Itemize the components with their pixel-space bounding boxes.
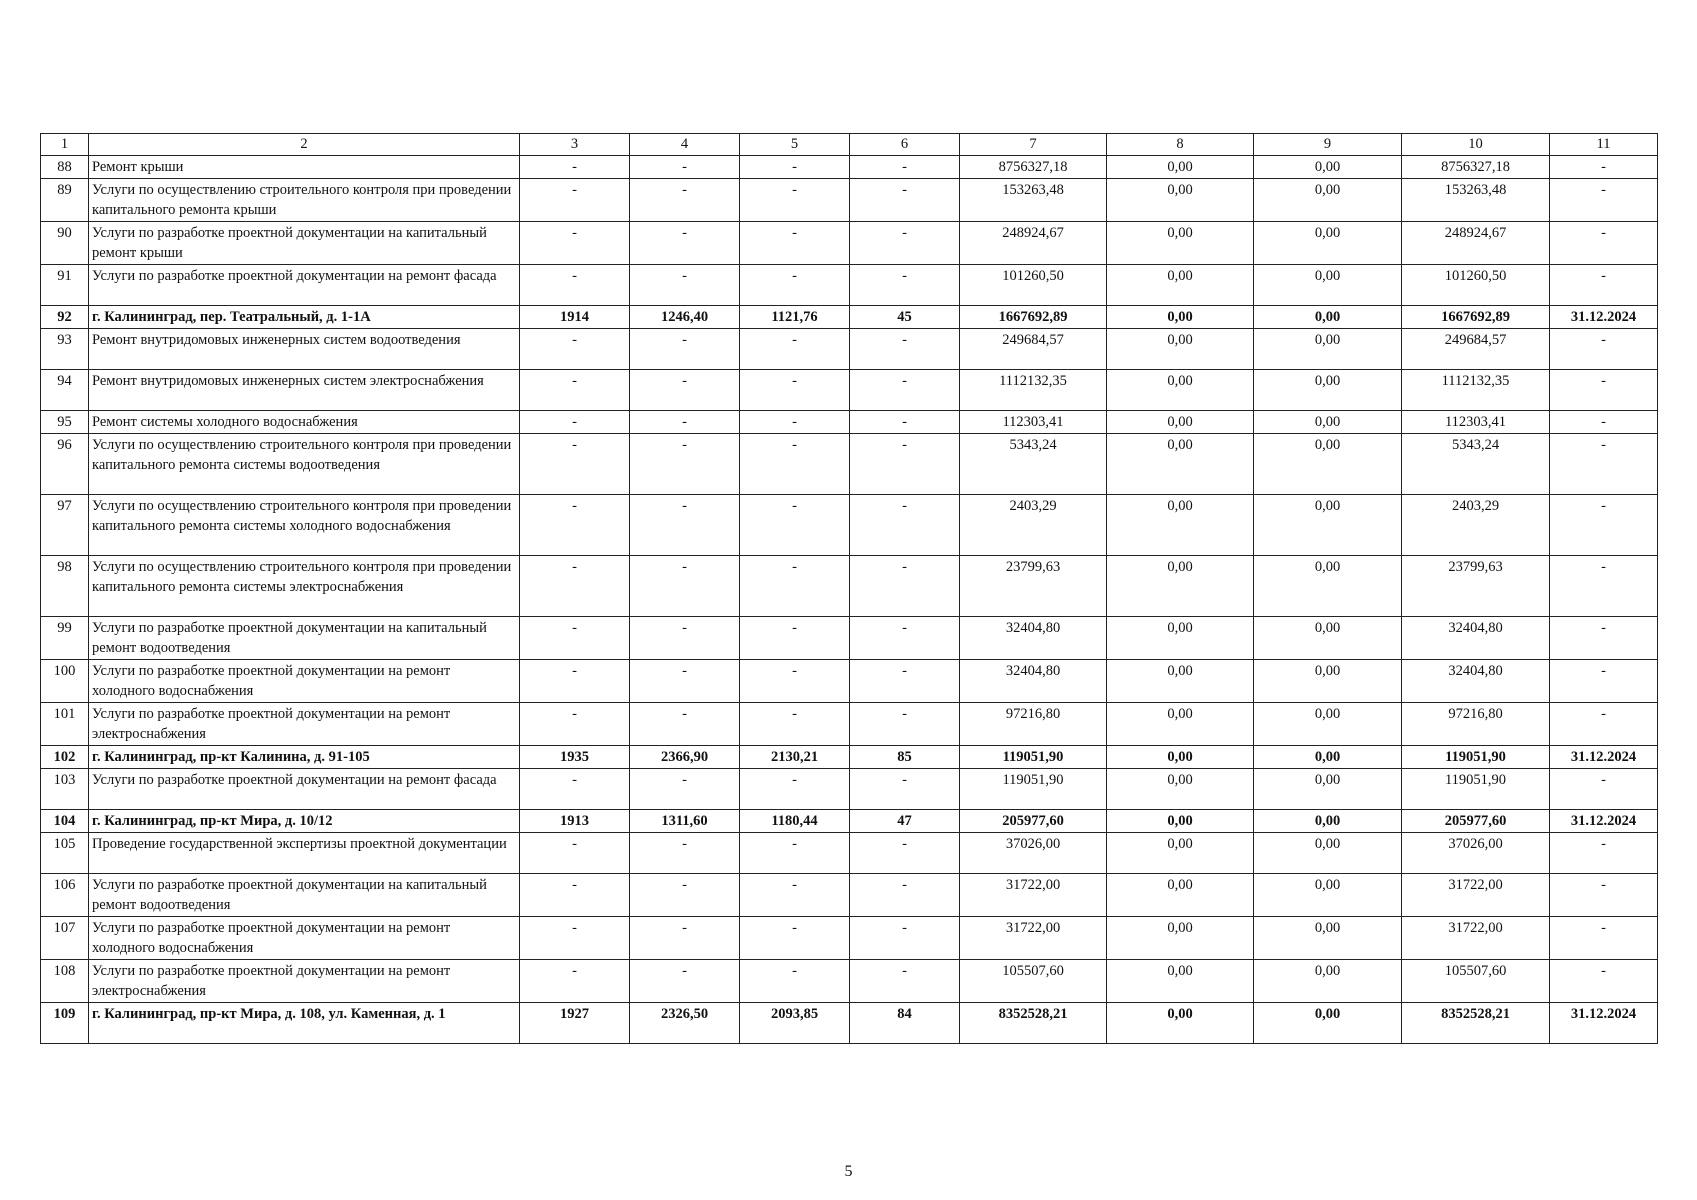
col4-cell: -	[630, 556, 740, 617]
col11-cell: -	[1550, 179, 1658, 222]
col8-cell: 0,00	[1107, 222, 1254, 265]
row-number-cell: 106	[41, 874, 89, 917]
column-header: 11	[1550, 134, 1658, 156]
col5-cell: -	[740, 960, 850, 1003]
col3-cell: -	[520, 769, 630, 810]
table-row	[41, 411, 1658, 434]
col5-cell: -	[740, 833, 850, 874]
work-name-cell: Ремонт внутридомовых инженерных систем водоотведения	[89, 329, 520, 370]
col7-cell: 1667692,89	[960, 306, 1107, 329]
col9-cell: 0,00	[1254, 306, 1402, 329]
header-row	[41, 134, 1658, 156]
col9-cell: 0,00	[1254, 960, 1402, 1003]
table-row	[41, 1003, 1658, 1044]
table-row	[41, 156, 1658, 179]
col10-cell: 31722,00	[1402, 874, 1550, 917]
col7-cell: 2403,29	[960, 495, 1107, 556]
col4-cell: -	[630, 156, 740, 179]
col11-cell: -	[1550, 960, 1658, 1003]
col8-cell: 0,00	[1107, 370, 1254, 411]
col4-cell: 1246,40	[630, 306, 740, 329]
col3-cell: -	[520, 703, 630, 746]
col11-cell: -	[1550, 703, 1658, 746]
row-number-cell: 94	[41, 370, 89, 411]
col9-cell: 0,00	[1254, 434, 1402, 495]
row-number-cell: 99	[41, 617, 89, 660]
table-row	[41, 874, 1658, 917]
work-name-cell: Услуги по осуществлению строительного контроля при проведении капитального ремонта крыши	[89, 179, 520, 222]
col3-cell: -	[520, 556, 630, 617]
col4-cell: -	[630, 769, 740, 810]
col8-cell: 0,00	[1107, 265, 1254, 306]
row-number-cell: 92	[41, 306, 89, 329]
table-row	[41, 746, 1658, 769]
work-name-cell: Услуги по осуществлению строительного контроля при проведении капитального ремонта системы водоотведения	[89, 434, 520, 495]
col10-cell: 8352528,21	[1402, 1003, 1550, 1044]
col7-cell: 153263,48	[960, 179, 1107, 222]
col9-cell: 0,00	[1254, 833, 1402, 874]
col5-cell: -	[740, 434, 850, 495]
work-name-cell: Услуги по разработке проектной документации на ремонт фасада	[89, 769, 520, 810]
col10-cell: 119051,90	[1402, 746, 1550, 769]
col5-cell: -	[740, 874, 850, 917]
table-row	[41, 833, 1658, 874]
table-row	[41, 370, 1658, 411]
col11-cell: 31.12.2024	[1550, 810, 1658, 833]
col3-cell: 1935	[520, 746, 630, 769]
col8-cell: 0,00	[1107, 769, 1254, 810]
row-number-cell: 93	[41, 329, 89, 370]
col7-cell: 97216,80	[960, 703, 1107, 746]
work-name-cell: г. Калининград, пр-кт Калинина, д. 91-105	[89, 746, 520, 769]
work-name-cell: Услуги по разработке проектной документации на капитальный ремонт водоотведения	[89, 874, 520, 917]
col9-cell: 0,00	[1254, 1003, 1402, 1044]
work-name-cell: Проведение государственной экспертизы проектной документации	[89, 833, 520, 874]
col6-cell: -	[850, 156, 960, 179]
col8-cell: 0,00	[1107, 411, 1254, 434]
col8-cell: 0,00	[1107, 746, 1254, 769]
table-row	[41, 769, 1658, 810]
row-number-cell: 101	[41, 703, 89, 746]
col11-cell: -	[1550, 329, 1658, 370]
work-name-cell: Услуги по осуществлению строительного контроля при проведении капитального ремонта системы холодного водоснабжения	[89, 495, 520, 556]
col8-cell: 0,00	[1107, 495, 1254, 556]
col10-cell: 105507,60	[1402, 960, 1550, 1003]
table-row	[41, 960, 1658, 1003]
col5-cell: -	[740, 222, 850, 265]
col9-cell: 0,00	[1254, 810, 1402, 833]
col9-cell: 0,00	[1254, 874, 1402, 917]
col4-cell: -	[630, 179, 740, 222]
col3-cell: -	[520, 495, 630, 556]
col9-cell: 0,00	[1254, 265, 1402, 306]
table-row	[41, 179, 1658, 222]
table-row	[41, 265, 1658, 306]
column-header: 8	[1107, 134, 1254, 156]
col6-cell: -	[850, 556, 960, 617]
col3-cell: -	[520, 265, 630, 306]
work-name-cell: Услуги по разработке проектной документации на ремонт холодного водоснабжения	[89, 917, 520, 960]
col9-cell: 0,00	[1254, 329, 1402, 370]
col3-cell: -	[520, 617, 630, 660]
col5-cell: -	[740, 917, 850, 960]
table-body	[41, 134, 1658, 1044]
column-header: 1	[41, 134, 89, 156]
col10-cell: 112303,41	[1402, 411, 1550, 434]
col4-cell: -	[630, 833, 740, 874]
col4-cell: -	[630, 434, 740, 495]
col5-cell: -	[740, 329, 850, 370]
table-row	[41, 810, 1658, 833]
col3-cell: -	[520, 156, 630, 179]
col6-cell: -	[850, 874, 960, 917]
work-name-cell: Услуги по разработке проектной документации на ремонт электроснабжения	[89, 703, 520, 746]
col9-cell: 0,00	[1254, 156, 1402, 179]
col6-cell: -	[850, 495, 960, 556]
col8-cell: 0,00	[1107, 156, 1254, 179]
page-number: 5	[844, 1163, 853, 1180]
col6-cell: 45	[850, 306, 960, 329]
row-number-cell: 95	[41, 411, 89, 434]
col8-cell: 0,00	[1107, 917, 1254, 960]
col11-cell: -	[1550, 660, 1658, 703]
col9-cell: 0,00	[1254, 411, 1402, 434]
col7-cell: 105507,60	[960, 960, 1107, 1003]
col10-cell: 1667692,89	[1402, 306, 1550, 329]
row-number-cell: 109	[41, 1003, 89, 1044]
col8-cell: 0,00	[1107, 179, 1254, 222]
col7-cell: 249684,57	[960, 329, 1107, 370]
col3-cell: -	[520, 411, 630, 434]
row-number-cell: 108	[41, 960, 89, 1003]
row-number-cell: 102	[41, 746, 89, 769]
col7-cell: 8352528,21	[960, 1003, 1107, 1044]
col7-cell: 32404,80	[960, 660, 1107, 703]
col4-cell: -	[630, 265, 740, 306]
col8-cell: 0,00	[1107, 556, 1254, 617]
col3-cell: -	[520, 874, 630, 917]
col11-cell: -	[1550, 222, 1658, 265]
work-name-cell: Ремонт системы холодного водоснабжения	[89, 411, 520, 434]
col3-cell: 1914	[520, 306, 630, 329]
col4-cell: 1311,60	[630, 810, 740, 833]
col8-cell: 0,00	[1107, 1003, 1254, 1044]
row-number-cell: 89	[41, 179, 89, 222]
col4-cell: -	[630, 660, 740, 703]
col10-cell: 119051,90	[1402, 769, 1550, 810]
col10-cell: 248924,67	[1402, 222, 1550, 265]
col6-cell: -	[850, 703, 960, 746]
col9-cell: 0,00	[1254, 179, 1402, 222]
work-name-cell: Ремонт крыши	[89, 156, 520, 179]
column-header: 2	[89, 134, 520, 156]
col7-cell: 119051,90	[960, 769, 1107, 810]
col10-cell: 37026,00	[1402, 833, 1550, 874]
row-number-cell: 88	[41, 156, 89, 179]
col5-cell: 1121,76	[740, 306, 850, 329]
col10-cell: 1112132,35	[1402, 370, 1550, 411]
table-row	[41, 556, 1658, 617]
table-row	[41, 306, 1658, 329]
col5-cell: -	[740, 617, 850, 660]
col11-cell: -	[1550, 411, 1658, 434]
col4-cell: -	[630, 370, 740, 411]
col8-cell: 0,00	[1107, 960, 1254, 1003]
col6-cell: -	[850, 411, 960, 434]
col10-cell: 8756327,18	[1402, 156, 1550, 179]
work-name-cell: Услуги по разработке проектной документации на капитальный ремонт водоотведения	[89, 617, 520, 660]
col10-cell: 153263,48	[1402, 179, 1550, 222]
col4-cell: -	[630, 329, 740, 370]
row-number-cell: 104	[41, 810, 89, 833]
col7-cell: 205977,60	[960, 810, 1107, 833]
col11-cell: -	[1550, 617, 1658, 660]
col9-cell: 0,00	[1254, 660, 1402, 703]
col9-cell: 0,00	[1254, 370, 1402, 411]
row-number-cell: 103	[41, 769, 89, 810]
row-number-cell: 96	[41, 434, 89, 495]
table-row	[41, 495, 1658, 556]
col11-cell: -	[1550, 370, 1658, 411]
row-number-cell: 100	[41, 660, 89, 703]
row-number-cell: 97	[41, 495, 89, 556]
col10-cell: 32404,80	[1402, 617, 1550, 660]
col7-cell: 23799,63	[960, 556, 1107, 617]
col6-cell: -	[850, 769, 960, 810]
col9-cell: 0,00	[1254, 556, 1402, 617]
col4-cell: -	[630, 703, 740, 746]
col9-cell: 0,00	[1254, 495, 1402, 556]
table-row	[41, 434, 1658, 495]
row-number-cell: 105	[41, 833, 89, 874]
col10-cell: 23799,63	[1402, 556, 1550, 617]
col11-cell: 31.12.2024	[1550, 306, 1658, 329]
work-name-cell: Услуги по осуществлению строительного контроля при проведении капитального ремонта системы электроснабжения	[89, 556, 520, 617]
column-header: 9	[1254, 134, 1402, 156]
col7-cell: 1112132,35	[960, 370, 1107, 411]
col5-cell: -	[740, 660, 850, 703]
col6-cell: -	[850, 222, 960, 265]
col9-cell: 0,00	[1254, 617, 1402, 660]
col5-cell: -	[740, 179, 850, 222]
col6-cell: -	[850, 917, 960, 960]
col4-cell: 2326,50	[630, 1003, 740, 1044]
col10-cell: 32404,80	[1402, 660, 1550, 703]
col6-cell: -	[850, 833, 960, 874]
col3-cell: -	[520, 222, 630, 265]
col5-cell: -	[740, 703, 850, 746]
col7-cell: 31722,00	[960, 874, 1107, 917]
table-row	[41, 917, 1658, 960]
col4-cell: -	[630, 495, 740, 556]
col8-cell: 0,00	[1107, 660, 1254, 703]
work-name-cell: г. Калининград, пер. Театральный, д. 1-1А	[89, 306, 520, 329]
col6-cell: -	[850, 617, 960, 660]
col5-cell: -	[740, 411, 850, 434]
col9-cell: 0,00	[1254, 769, 1402, 810]
col6-cell: -	[850, 265, 960, 306]
col10-cell: 2403,29	[1402, 495, 1550, 556]
column-header: 7	[960, 134, 1107, 156]
work-name-cell: Ремонт внутридомовых инженерных систем электроснабжения	[89, 370, 520, 411]
col10-cell: 205977,60	[1402, 810, 1550, 833]
work-name-cell: г. Калининград, пр-кт Мира, д. 10/12	[89, 810, 520, 833]
col9-cell: 0,00	[1254, 703, 1402, 746]
col4-cell: -	[630, 874, 740, 917]
col5-cell: 2093,85	[740, 1003, 850, 1044]
table-row	[41, 660, 1658, 703]
column-header: 5	[740, 134, 850, 156]
col6-cell: -	[850, 329, 960, 370]
col3-cell: -	[520, 329, 630, 370]
col5-cell: 1180,44	[740, 810, 850, 833]
col3-cell: -	[520, 660, 630, 703]
col3-cell: -	[520, 960, 630, 1003]
col7-cell: 112303,41	[960, 411, 1107, 434]
col9-cell: 0,00	[1254, 746, 1402, 769]
row-number-cell: 90	[41, 222, 89, 265]
col10-cell: 97216,80	[1402, 703, 1550, 746]
col11-cell: 31.12.2024	[1550, 1003, 1658, 1044]
col10-cell: 5343,24	[1402, 434, 1550, 495]
col10-cell: 249684,57	[1402, 329, 1550, 370]
col7-cell: 37026,00	[960, 833, 1107, 874]
col10-cell: 101260,50	[1402, 265, 1550, 306]
col8-cell: 0,00	[1107, 833, 1254, 874]
col9-cell: 0,00	[1254, 917, 1402, 960]
works-table	[40, 133, 1658, 1044]
col6-cell: -	[850, 179, 960, 222]
column-header: 4	[630, 134, 740, 156]
col6-cell: -	[850, 960, 960, 1003]
work-name-cell: Услуги по разработке проектной документации на ремонт холодного водоснабжения	[89, 660, 520, 703]
row-number-cell: 91	[41, 265, 89, 306]
col4-cell: -	[630, 411, 740, 434]
work-name-cell: Услуги по разработке проектной документации на ремонт фасада	[89, 265, 520, 306]
col8-cell: 0,00	[1107, 874, 1254, 917]
col3-cell: -	[520, 833, 630, 874]
col7-cell: 8756327,18	[960, 156, 1107, 179]
col6-cell: -	[850, 370, 960, 411]
col11-cell: 31.12.2024	[1550, 746, 1658, 769]
col7-cell: 101260,50	[960, 265, 1107, 306]
col5-cell: 2130,21	[740, 746, 850, 769]
work-name-cell: г. Калининград, пр-кт Мира, д. 108, ул. Каменная, д. 1	[89, 1003, 520, 1044]
col4-cell: -	[630, 222, 740, 265]
col6-cell: 47	[850, 810, 960, 833]
col8-cell: 0,00	[1107, 617, 1254, 660]
row-number-cell: 98	[41, 556, 89, 617]
col3-cell: 1927	[520, 1003, 630, 1044]
col11-cell: -	[1550, 874, 1658, 917]
col7-cell: 119051,90	[960, 746, 1107, 769]
col7-cell: 248924,67	[960, 222, 1107, 265]
col5-cell: -	[740, 265, 850, 306]
table-row	[41, 617, 1658, 660]
col11-cell: -	[1550, 265, 1658, 306]
table-row	[41, 329, 1658, 370]
column-header: 3	[520, 134, 630, 156]
column-header: 10	[1402, 134, 1550, 156]
col8-cell: 0,00	[1107, 434, 1254, 495]
col8-cell: 0,00	[1107, 703, 1254, 746]
col7-cell: 5343,24	[960, 434, 1107, 495]
col9-cell: 0,00	[1254, 222, 1402, 265]
col3-cell: -	[520, 917, 630, 960]
col5-cell: -	[740, 495, 850, 556]
col4-cell: -	[630, 917, 740, 960]
col11-cell: -	[1550, 769, 1658, 810]
col11-cell: -	[1550, 556, 1658, 617]
col4-cell: -	[630, 960, 740, 1003]
col6-cell: -	[850, 660, 960, 703]
col3-cell: 1913	[520, 810, 630, 833]
col5-cell: -	[740, 556, 850, 617]
col6-cell: -	[850, 434, 960, 495]
row-number-cell: 107	[41, 917, 89, 960]
table-row	[41, 703, 1658, 746]
col7-cell: 32404,80	[960, 617, 1107, 660]
work-name-cell: Услуги по разработке проектной документации на капитальный ремонт крыши	[89, 222, 520, 265]
col4-cell: 2366,90	[630, 746, 740, 769]
col4-cell: -	[630, 617, 740, 660]
col5-cell: -	[740, 370, 850, 411]
col11-cell: -	[1550, 156, 1658, 179]
col11-cell: -	[1550, 917, 1658, 960]
col7-cell: 31722,00	[960, 917, 1107, 960]
col6-cell: 85	[850, 746, 960, 769]
col3-cell: -	[520, 370, 630, 411]
col6-cell: 84	[850, 1003, 960, 1044]
col8-cell: 0,00	[1107, 329, 1254, 370]
col11-cell: -	[1550, 434, 1658, 495]
column-header: 6	[850, 134, 960, 156]
table-row	[41, 222, 1658, 265]
col3-cell: -	[520, 434, 630, 495]
work-name-cell: Услуги по разработке проектной документации на ремонт электроснабжения	[89, 960, 520, 1003]
col3-cell: -	[520, 179, 630, 222]
col8-cell: 0,00	[1107, 810, 1254, 833]
col5-cell: -	[740, 769, 850, 810]
col10-cell: 31722,00	[1402, 917, 1550, 960]
col5-cell: -	[740, 156, 850, 179]
col11-cell: -	[1550, 495, 1658, 556]
col11-cell: -	[1550, 833, 1658, 874]
col8-cell: 0,00	[1107, 306, 1254, 329]
